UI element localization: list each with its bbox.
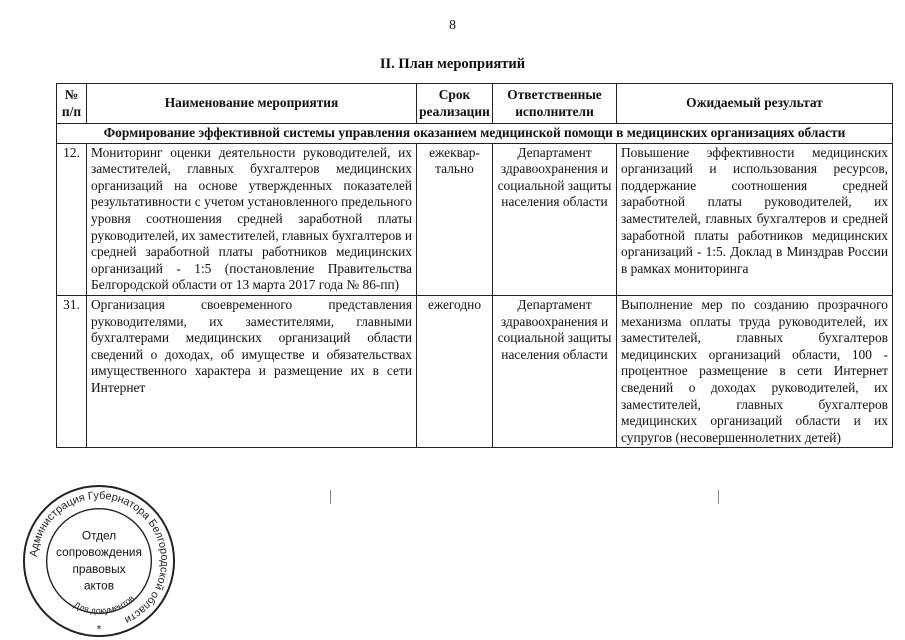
table-header-row xyxy=(57,84,893,124)
stamp-star: * xyxy=(96,624,102,636)
row-result: Выполнение мер по созданию прозрачного механизма оплаты труда руководителей, их заместителей, главных бухгалтеров медицинских организаций области, 100 - процентное размещение в сети Интернет сведений о доходах руководителей, их заместителей, главных бухгалтеров медицинских организаций области и их супругов (несовершеннолетних детей) xyxy=(617,295,893,447)
row-responsible: Департамент здравоохранения и социальной защиты населения области xyxy=(493,143,617,295)
stamp-line-2: сопровождения xyxy=(56,545,142,560)
stamp-line-1: Отдел xyxy=(81,528,117,543)
header-number: № п/п xyxy=(57,84,87,124)
group-title: Формирование эффективной системы управления оказанием медицинской помощи в медицинских организациях области xyxy=(57,124,893,144)
header-responsible: Ответственные исполнители xyxy=(493,84,617,124)
row-number: 12. xyxy=(57,143,87,295)
scan-mark xyxy=(718,490,719,504)
stamp-line-4: актов xyxy=(83,578,115,593)
scan-mark xyxy=(330,490,331,504)
row-term: ежегодно xyxy=(417,295,493,447)
header-result: Ожидаемый результат xyxy=(617,84,893,124)
section-title: II. План мероприятий xyxy=(379,56,526,72)
stamp-line-3: правовых xyxy=(72,561,126,576)
plan-table xyxy=(56,83,893,448)
group-row xyxy=(57,124,893,144)
row-term: ежеквар-тально xyxy=(417,143,493,295)
header-name: Наименование мероприятия xyxy=(87,84,417,124)
official-stamp xyxy=(20,482,178,640)
table-row xyxy=(57,295,893,447)
row-name: Мониторинг оценки деятельности руководителей, их заместителей, главных бухгалтеров медицинских организаций на основе утвержденных показателей результативности с учетом установленного предельного уровня соотношения средней заработной платы руководителей, их заместителей, главных бухгалтеров и средней заработной платы работников медицинских организаций - 1:5 (постановление Правительства Белгородской области от 13 марта 2017 года № 86-пп) xyxy=(87,143,417,295)
stamp-ring-text: Администрация Губернатора Белгородской области xyxy=(27,489,171,627)
row-result: Повышение эффективности медицинских организаций и использования ресурсов, поддержание соотношения средней заработной платы руководителей, их заместителей, главных бухгалтеров и средней заработной платы работников медицинских организаций - 1:5. Доклад в Минздрав России в рамках мониторинга xyxy=(617,143,893,295)
row-name: Организация своевременного представления руководителями, их заместителями, главными бухгалтерами медицинских организаций области сведений о доходах, об имуществе и обязательствах имущественного характера и размещение их в сети Интернет xyxy=(87,295,417,447)
page-number: 8 xyxy=(449,18,456,33)
table-row xyxy=(57,143,893,295)
header-term: Срок реализации xyxy=(417,84,493,124)
row-responsible: Департамент здравоохранения и социальной защиты населения области xyxy=(493,295,617,447)
stamp-bottom-text: Для документов xyxy=(72,593,137,616)
row-number: 31. xyxy=(57,295,87,447)
